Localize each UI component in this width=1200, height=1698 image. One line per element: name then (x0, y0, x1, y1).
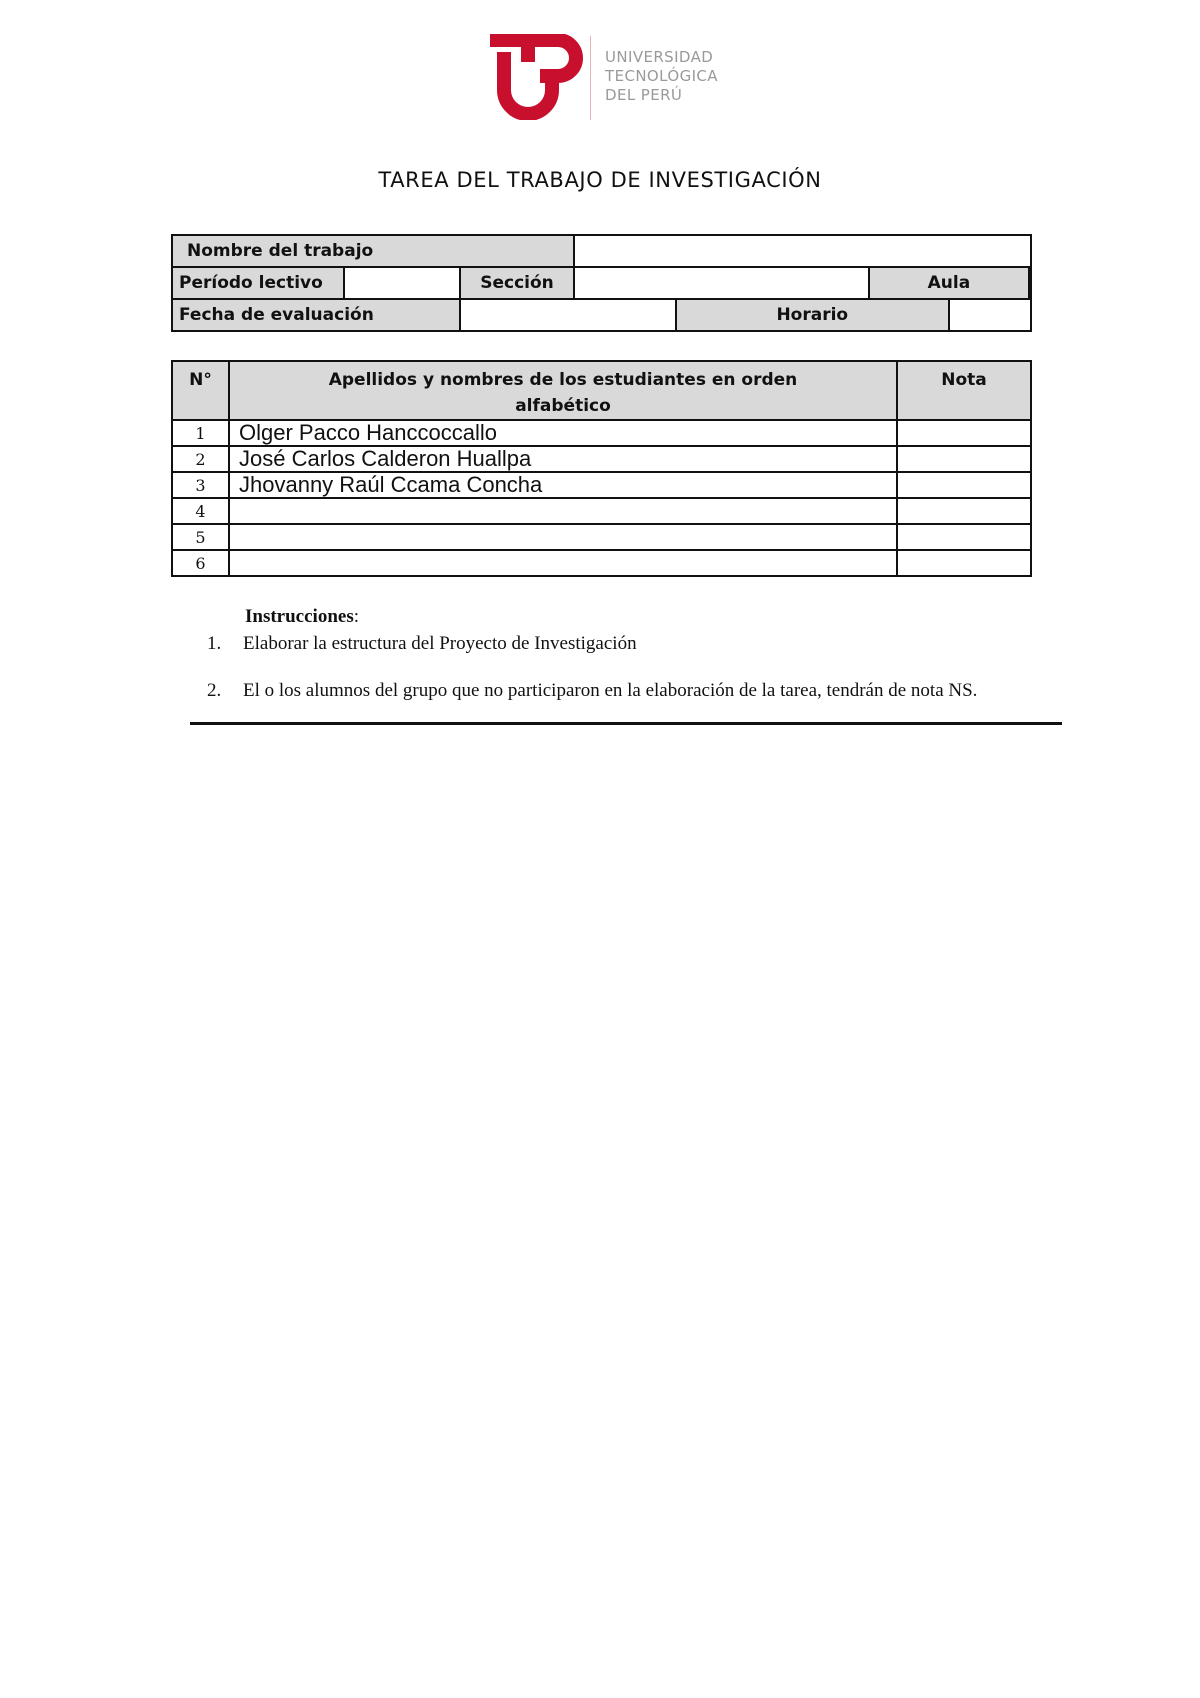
seccion-label: Sección (460, 267, 574, 299)
student-grade[interactable] (897, 524, 1031, 550)
instruction-item (207, 633, 637, 655)
table-row (172, 524, 1031, 550)
info-row-nombre (172, 235, 1031, 267)
row-number: 1 (172, 420, 229, 446)
logo-wordmark (605, 48, 718, 105)
assignment-info-table (171, 234, 1032, 332)
table-row (172, 550, 1031, 576)
col-header-grade: Nota (897, 361, 1031, 420)
instruction-number: 1. (207, 633, 222, 654)
logo-line-3: DEL PERÚ (605, 86, 683, 104)
utp-logo-icon (488, 34, 588, 120)
periodo-value[interactable] (344, 267, 460, 299)
periodo-label: Período lectivo (172, 267, 344, 299)
student-name[interactable]: José Carlos Calderon Huallpa (229, 446, 897, 472)
info-row-periodo (172, 267, 1031, 299)
students-table (171, 360, 1032, 577)
row-number: 6 (172, 550, 229, 576)
horario-value[interactable] (949, 299, 1031, 331)
student-grade[interactable] (897, 446, 1031, 472)
instruction-text: Elaborar la estructura del Proyecto de Investigación (243, 633, 637, 654)
info-row-fecha (172, 299, 1031, 331)
table-row (172, 498, 1031, 524)
student-grade[interactable] (897, 550, 1031, 576)
student-name[interactable]: Olger Pacco Hanccoccallo (229, 420, 897, 446)
horario-label: Horario (676, 299, 949, 331)
instructions-heading-text: Instrucciones (245, 606, 354, 627)
fecha-value[interactable] (460, 299, 676, 331)
students-header-row (172, 361, 1031, 420)
student-name[interactable] (229, 498, 897, 524)
nombre-label: Nombre del trabajo (172, 235, 574, 267)
row-number: 3 (172, 472, 229, 498)
row-number: 5 (172, 524, 229, 550)
instruction-number: 2. (207, 680, 222, 701)
col-header-name: Apellidos y nombres de los estudiantes en orden alfabético (229, 361, 897, 420)
student-grade[interactable] (897, 420, 1031, 446)
table-row (172, 472, 1031, 498)
row-number: 4 (172, 498, 229, 524)
instruction-item (207, 680, 977, 702)
logo-divider (590, 36, 591, 120)
student-grade[interactable] (897, 498, 1031, 524)
logo-line-1: UNIVERSIDAD (605, 48, 714, 66)
fecha-label: Fecha de evaluación (172, 299, 460, 331)
instruction-text: El o los alumnos del grupo que no participaron en la elaboración de la tarea, tendrán de nota NS. (243, 680, 978, 701)
nombre-value[interactable] (574, 235, 1031, 267)
university-logo (488, 34, 724, 120)
student-grade[interactable] (897, 472, 1031, 498)
logo-line-2: TECNOLÓGICA (605, 67, 718, 85)
student-name[interactable] (229, 524, 897, 550)
instructions-heading: Instrucciones: (245, 606, 360, 627)
row-number: 2 (172, 446, 229, 472)
table-row (172, 420, 1031, 446)
table-row (172, 446, 1031, 472)
seccion-value[interactable] (574, 267, 869, 299)
student-name[interactable]: Jhovanny Raúl Ccama Concha (229, 472, 897, 498)
bottom-divider (190, 722, 1062, 725)
student-name[interactable] (229, 550, 897, 576)
aula-value[interactable] (1029, 267, 1031, 299)
aula-label: Aula (869, 267, 1028, 299)
col-header-number: N° (172, 361, 229, 420)
document-title: TAREA DEL TRABAJO DE INVESTIGACIÓN (378, 168, 822, 192)
